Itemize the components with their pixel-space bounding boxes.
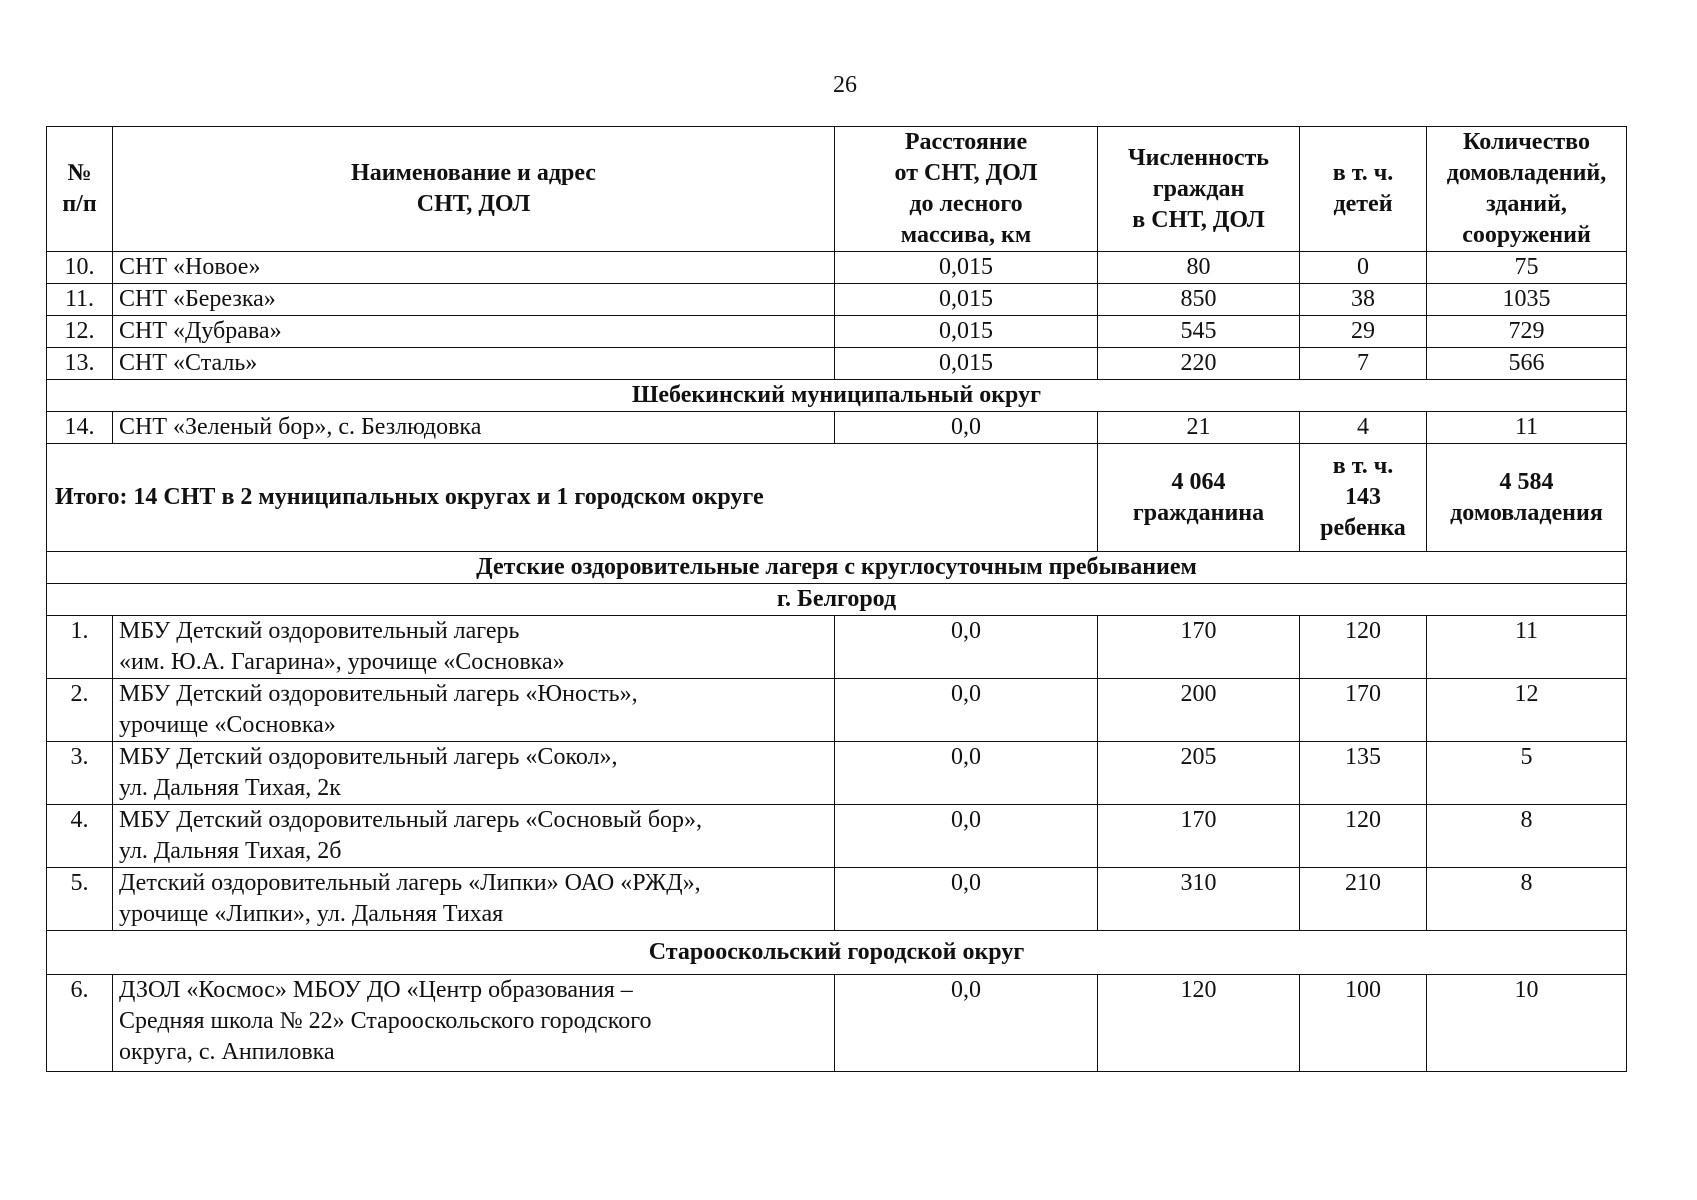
header-buildings: Количество домовладений, зданий, сооружений	[1427, 127, 1627, 252]
row-population: 21	[1098, 412, 1300, 444]
row-distance: 0,0	[835, 679, 1098, 742]
row-buildings: 1035	[1427, 284, 1627, 316]
row-population: 80	[1098, 252, 1300, 284]
row-children: 120	[1300, 616, 1427, 679]
section-belgorod	[47, 584, 1627, 616]
table-row	[47, 679, 1627, 742]
table-row	[47, 252, 1627, 284]
row-name: СНТ «Березка»	[113, 284, 835, 316]
row-children: 29	[1300, 316, 1427, 348]
row-buildings: 11	[1427, 412, 1627, 444]
row-distance: 0,015	[835, 348, 1098, 380]
table-row	[47, 616, 1627, 679]
row-distance: 0,015	[835, 316, 1098, 348]
row-buildings: 8	[1427, 868, 1627, 931]
row-children: 135	[1300, 742, 1427, 805]
row-population: 850	[1098, 284, 1300, 316]
row-children: 4	[1300, 412, 1427, 444]
row-children: 7	[1300, 348, 1427, 380]
table-row	[47, 412, 1627, 444]
table-row	[47, 742, 1627, 805]
row-population: 120	[1098, 975, 1300, 1072]
section-shebekino	[47, 380, 1627, 412]
table-header-row	[47, 127, 1627, 252]
table-row	[47, 975, 1627, 1072]
table-row	[47, 284, 1627, 316]
row-name: МБУ Детский оздоровительный лагерь «им. Ю.А. Гагарина», урочище «Сосновка»	[113, 616, 835, 679]
row-number: 6.	[47, 975, 113, 1072]
row-name: МБУ Детский оздоровительный лагерь «Сосновый бор», ул. Дальняя Тихая, 2б	[113, 805, 835, 868]
row-population: 200	[1098, 679, 1300, 742]
row-children: 0	[1300, 252, 1427, 284]
row-number: 13.	[47, 348, 113, 380]
row-buildings: 566	[1427, 348, 1627, 380]
row-number: 2.	[47, 679, 113, 742]
row-distance: 0,015	[835, 284, 1098, 316]
row-name: СНТ «Новое»	[113, 252, 835, 284]
table-row	[47, 348, 1627, 380]
total-buildings: 4 584 домовладения	[1427, 444, 1627, 552]
row-children: 210	[1300, 868, 1427, 931]
total-population: 4 064 гражданина	[1098, 444, 1300, 552]
row-buildings: 8	[1427, 805, 1627, 868]
total-row	[47, 444, 1627, 552]
row-name: СНТ «Дубрава»	[113, 316, 835, 348]
row-population: 170	[1098, 805, 1300, 868]
row-buildings: 75	[1427, 252, 1627, 284]
row-population: 310	[1098, 868, 1300, 931]
row-distance: 0,0	[835, 805, 1098, 868]
row-name: МБУ Детский оздоровительный лагерь «Юность», урочище «Сосновка»	[113, 679, 835, 742]
header-num: № п/п	[47, 127, 113, 252]
row-number: 11.	[47, 284, 113, 316]
row-distance: 0,0	[835, 975, 1098, 1072]
header-name: Наименование и адрес СНТ, ДОЛ	[113, 127, 835, 252]
header-distance: Расстояние от СНТ, ДОЛ до лесного массива, км	[835, 127, 1098, 252]
row-name: СНТ «Зеленый бор», с. Безлюдовка	[113, 412, 835, 444]
row-children: 170	[1300, 679, 1427, 742]
section-camps-title: Детские оздоровительные лагеря с круглосуточным пребыванием	[47, 552, 1627, 584]
section-stary-oskol-title: Старооскольский городской округ	[47, 931, 1627, 975]
section-camps	[47, 552, 1627, 584]
row-distance: 0,0	[835, 868, 1098, 931]
row-buildings: 10	[1427, 975, 1627, 1072]
data-table	[46, 126, 1627, 1072]
row-buildings: 11	[1427, 616, 1627, 679]
row-buildings: 5	[1427, 742, 1627, 805]
section-belgorod-title: г. Белгород	[47, 584, 1627, 616]
row-number: 4.	[47, 805, 113, 868]
table-row	[47, 868, 1627, 931]
row-number: 12.	[47, 316, 113, 348]
header-population: Численность граждан в СНТ, ДОЛ	[1098, 127, 1300, 252]
row-distance: 0,0	[835, 412, 1098, 444]
section-stary-oskol	[47, 931, 1627, 975]
table-row	[47, 316, 1627, 348]
row-name: МБУ Детский оздоровительный лагерь «Сокол», ул. Дальняя Тихая, 2к	[113, 742, 835, 805]
row-number: 1.	[47, 616, 113, 679]
page-number: 26	[833, 72, 857, 98]
row-name: ДЗОЛ «Космос» МБОУ ДО «Центр образования – Средняя школа № 22» Старооскольского городского округа, с. Анпиловка	[113, 975, 835, 1072]
row-population: 205	[1098, 742, 1300, 805]
section-shebekino-title: Шебекинский муниципальный округ	[47, 380, 1627, 412]
row-name: СНТ «Сталь»	[113, 348, 835, 380]
total-label: Итого: 14 СНТ в 2 муниципальных округах и 1 городском округе	[47, 444, 1098, 552]
row-population: 170	[1098, 616, 1300, 679]
row-buildings: 12	[1427, 679, 1627, 742]
row-number: 5.	[47, 868, 113, 931]
table-row	[47, 805, 1627, 868]
row-population: 220	[1098, 348, 1300, 380]
row-children: 100	[1300, 975, 1427, 1072]
row-number: 10.	[47, 252, 113, 284]
row-population: 545	[1098, 316, 1300, 348]
row-buildings: 729	[1427, 316, 1627, 348]
header-children: в т. ч. детей	[1300, 127, 1427, 252]
row-name: Детский оздоровительный лагерь «Липки» ОАО «РЖД», урочище «Липки», ул. Дальняя Тихая	[113, 868, 835, 931]
row-distance: 0,0	[835, 616, 1098, 679]
row-number: 3.	[47, 742, 113, 805]
total-children: в т. ч. 143 ребенка	[1300, 444, 1427, 552]
row-distance: 0,015	[835, 252, 1098, 284]
row-number: 14.	[47, 412, 113, 444]
row-children: 120	[1300, 805, 1427, 868]
row-children: 38	[1300, 284, 1427, 316]
row-distance: 0,0	[835, 742, 1098, 805]
